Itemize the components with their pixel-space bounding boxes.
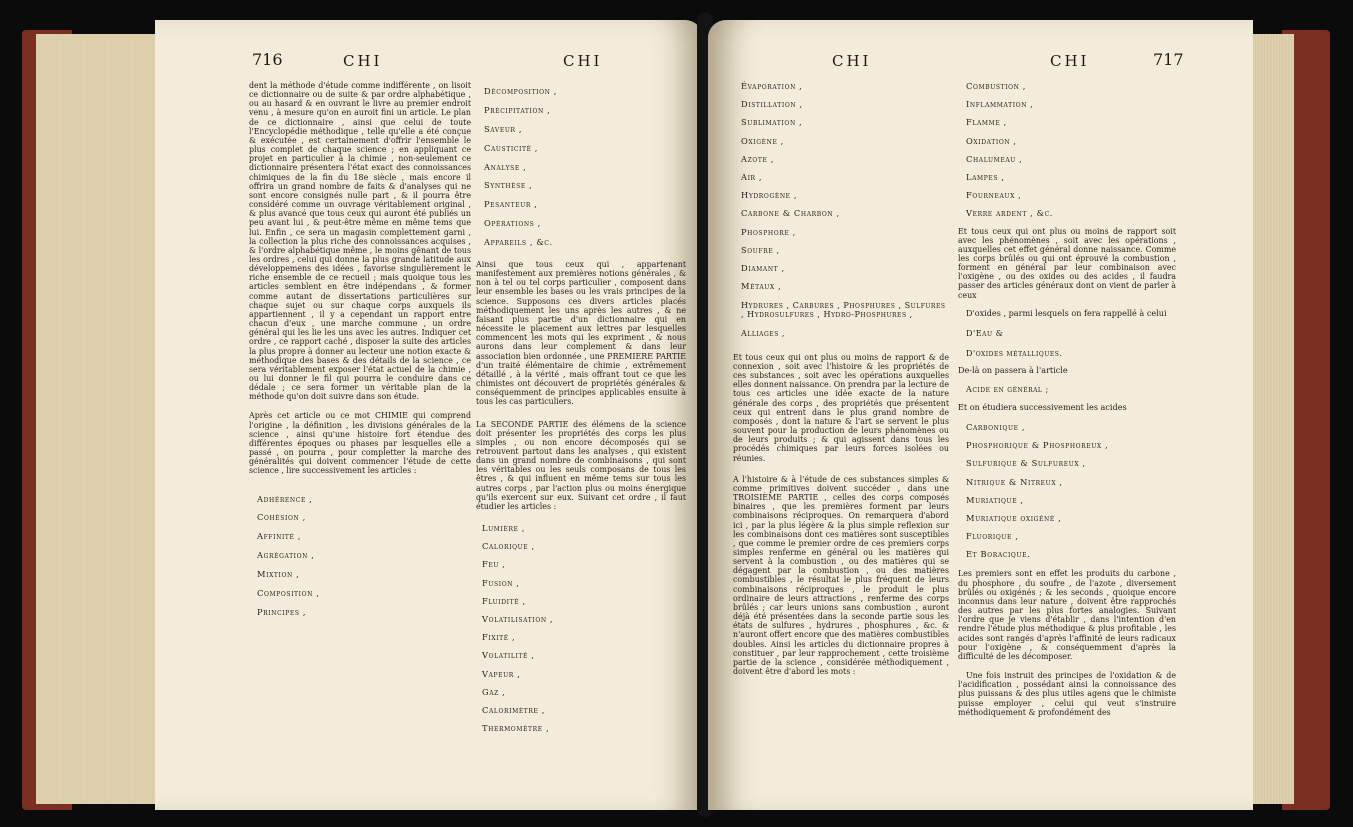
list-item: Distillation , bbox=[741, 99, 803, 110]
list-item: Causticité , bbox=[484, 142, 539, 153]
left-col2-paragraph-1: Ainsi que tous ceux qui , appartenant manifestement aux premières notions générales , & non à tel ou tel corps particulier , composent dans leur ensemble les bases ou les vrais principes de la science. Supposons ces divers articles placés méthodiquement les uns après les autres , & ne faisant plus partie d'un dictionnaire qui en nécessite le placement aux lettres par lesquelles commencent les mots qui les expriment , & nous aurons dans leur complement & dans leur association bien ordonnée , une PREMIERE PARTIE d'un traité élémentaire de chimie , extrêmement détaillé , à la vérité , mais offrant tout ce que les chimistes ont découvert de propriétés générales & conséquemment de principes applicables ensuite à tous les cas particuliers. bbox=[476, 260, 686, 407]
list-item: Appareils , &c. bbox=[484, 237, 553, 248]
list-item: Volatilité , bbox=[482, 650, 535, 661]
list-item: Carbone & Charbon , bbox=[741, 208, 840, 219]
right-col1-article-list-1 bbox=[733, 77, 949, 295]
right-col2-paragraph-1: Et tous ceux qui ont plus ou moins de rapport soit avec les phénomènes , soit avec les opérations , auxquelles cet effet général donne naissance. Comme les corps brûlés ou qui ont éprouvé la combustion , forment en général par leur combinaison avec l'oxigène , ou des oxides ou des acides , il faudra passer des articles généraux dont on vient de parler à ceux bbox=[958, 226, 1176, 300]
left-col1-paragraph-1: dent la méthode d'étude comme indifférente , on lisoit ce dictionnaire ou de suite & par ordre alphabétique , ou au hasard & en ouvrant le livre au premier endroit venu , à mesure qu'on en auroit fini un article. Le plan de ce dictionnaire , ainsi que celui de toute l'Encyclopédie méthodique , telle qu'elle a été conçue & exécutée , est certainement d'offrir l'ensemble le plus complet de chaque science ; en appliquant ce projet en particulier à la chimie , non-seulement ce dictionnaire présentera l'état exact des connoissances chimiques de la fin du 18e siècle , mais encore il offrira un grand nombre de faits & d'analyses qui ne sont encore consignés nulle part , & il pourra être considéré comme un ouvrage véritablement original , & plus avancé que tous ceux qui auront été publiés un peu avant lui , & peut-être même en même tems que lui. Enfin , ce sera un magasin complettement garni , la collection la plus riche des connoissances acquises , & l'ordre alphabétique même , le moins gênant de tous les ordres , celui qui donne la plus grande latitude aux développemens des idées , favorise singulièrement le riche ensemble de ce recueil ; mais quoique tous les articles semblent en être indépendans , & former comme autant de dissertations particulières sur chaque sujet ou sur chaque corps auxquels ils appartiennent , il y a cependant un rapport entre chacun d'eux , une marche commune , un ordre général qui les lie les uns avec les autres. Indiquer cet ordre , ce rapport caché , disposer la suite des articles la plus propre à donner au lecteur une notion exacte & méthodique des bases & des détails de la science , ce sera véritablement exposer l'état actuel de la chimie , ou lui donner le fil qui pourra le conduire dans ce dédale ; ce sera former un véritable plan de la méthode qu'on doit suivre dans son étude. bbox=[249, 81, 471, 402]
list-item: Calorique , bbox=[482, 541, 535, 552]
list-item: Opérations , bbox=[484, 218, 541, 229]
list-item: Métaux , bbox=[741, 281, 782, 292]
list-item: Combustion , bbox=[966, 81, 1027, 91]
list-item: Calorimètre , bbox=[482, 704, 545, 715]
right-col1-paragraph-2: A l'histoire & à l'étude de ces substances simples & comme primitives doivent succéder , dans une TROISIÈME PARTIE , celles des corps composés binaires , que les premières forment par leurs combinaisons réciproques. On remarquera d'abord ici , par la plus légère & la plus simple reflexion sur les combinaisons dont ces matières sont susceptibles , que comme le premier ordre de ces premiers corps simples renferme en général ou les matières qui servent à la combustion , ou des matières qui se dégagent par la combustion , ou des matières combustibles , le résultat le plus fréquent de leurs combinaisons réciproques , le produit le plus ordinaire de leurs attractions , renferme des corps brûlés ; car leurs unions sans combustion , auront déjà été présentées dans la seconde partie sous les états de sulfures , hydrures , phosphures , &c. & n'auront offert encore que des matières combustibles doubles. Ainsi les articles du dictionnaire propres à constituer , par leur rapprochement , cette troisième partie de la science , considérée méthodiquement , doivent être d'abord les mots : bbox=[733, 474, 949, 677]
right-page-column-1 bbox=[733, 77, 949, 676]
list-item: Verre ardent , &c. bbox=[966, 208, 1054, 219]
right-col2-oxides-metalliques: D'oxides métalliques. bbox=[966, 348, 1063, 359]
list-item: Diamant , bbox=[741, 262, 785, 273]
list-item: Adhérence , bbox=[257, 493, 313, 504]
list-item: Et Boracique. bbox=[966, 549, 1031, 560]
page-edges-left bbox=[36, 34, 161, 804]
list-item: Cohésion , bbox=[257, 512, 306, 523]
list-item: Air , bbox=[741, 171, 763, 182]
right-running-head-inner: CHI bbox=[832, 52, 872, 70]
right-col2-etudiera-line: Et on étudiera successivement les acides bbox=[958, 401, 1127, 412]
list-item: Mixtion , bbox=[257, 569, 300, 580]
list-item: Pesanteur , bbox=[484, 199, 538, 210]
list-item: Flamme , bbox=[966, 117, 1007, 128]
list-item: Fluorique , bbox=[966, 531, 1019, 542]
right-col2-paragraph-2: Les premiers sont en effet les produits du carbone , du phosphore , du soufre , de l'azote , diversement brûlés ou oxigénés ; & les seconds , quoique encore inconnus dans leur nature , doivent être rapprochés des autres par les plus fortes analogies. Suivant l'ordre que je viens d'établir , dans l'intention d'en rendre l'étude plus méthodique & plus profitable , les acides sont rangés d'après l'affinité de leurs radicaux pour l'oxigène , & conséquemment d'après la difficulté de les décomposer. bbox=[958, 569, 1176, 661]
list-item: Précipitation , bbox=[484, 104, 551, 115]
list-item: Fixité , bbox=[482, 632, 516, 643]
list-item: Feu , bbox=[482, 559, 506, 570]
left-running-head-inner: CHI bbox=[563, 52, 603, 70]
list-item: Lumière , bbox=[482, 523, 526, 534]
list-item: Chalumeau , bbox=[966, 153, 1023, 164]
list-item: Volatilisation , bbox=[482, 614, 554, 625]
list-item: Vapeur , bbox=[482, 668, 521, 679]
list-item: Évaporation , bbox=[741, 81, 803, 91]
page-edges-right bbox=[1252, 34, 1294, 804]
list-item: Sublimation , bbox=[741, 117, 803, 128]
left-col2-paragraph-2: La SECONDE PARTIE des élémens de la science doit présenter les propriétés des corps les plus simples , ou non encore décomposés qui se retrouvent partout dans les analyses , qui existent dans un grand nombre de combinaisons , qui sont les véritables ou les seuls composans de tous les êtres , & qui influent en même tems sur tous les autres corps , par l'action plus ou moins énergique qu'ils exercent sur eux. Suivant cet ordre , il faut étudier les articles : bbox=[476, 419, 686, 511]
right-col2-acide-line: Acide en général ; bbox=[966, 383, 1049, 394]
list-item: Thermomètre , bbox=[482, 723, 550, 734]
list-item: Muriatique , bbox=[966, 494, 1024, 505]
left-col2-article-list-2 bbox=[476, 519, 686, 737]
list-item: Oxigène , bbox=[741, 135, 784, 146]
right-col2-de-la-line: De-là on passera à l'article bbox=[958, 365, 1068, 376]
list-item: Oxidation , bbox=[966, 135, 1017, 146]
list-item: Gaz , bbox=[482, 686, 506, 697]
right-col2-article-list-1 bbox=[958, 77, 1176, 223]
list-item: Fusion , bbox=[482, 577, 520, 588]
list-item: Lampes , bbox=[966, 171, 1005, 182]
list-item: Affinité , bbox=[257, 531, 301, 542]
right-page-number: 717 bbox=[1153, 50, 1184, 69]
right-col1-hydrures-line: Hydrures , Carbures , Phosphures , Sulfures , Hydrosulfures , Hydro-Phosphures , bbox=[741, 300, 946, 320]
list-item: Nitrique & Nitreux , bbox=[966, 476, 1063, 487]
list-item: Sulfurique & Sulfureux , bbox=[966, 458, 1086, 469]
right-page-column-2 bbox=[958, 77, 1176, 717]
list-item: Analyse , bbox=[484, 161, 527, 172]
right-col2-paragraph-3: Une fois instruit des principes de l'oxidation & de l'acidification , possédant ainsi la connoissance des plus puissans & des plus utiles agens que le chimiste puisse employer , celui qui veut s'instruire méthodiquement & profondément des bbox=[958, 671, 1176, 717]
left-col1-paragraph-2: Après cet article ou ce mot CHIMIE qui comprend l'origine , la définition , les divisions générales de la science , ainsi qu'une histoire fort étendue des différentes époques ou phases par lesquelles elle a passé , on pourra , pour completter la marche des généralités qui doivent commencer l'étude de cette science , lire successivement les articles : bbox=[249, 411, 471, 476]
right-col1-alliages: Alliages , bbox=[741, 327, 785, 338]
left-page-number: 716 bbox=[252, 50, 283, 69]
right-running-head-outer: CHI bbox=[1050, 52, 1090, 70]
list-item: Hydrogène , bbox=[741, 190, 798, 201]
left-page-column-1 bbox=[249, 81, 471, 622]
list-item: Phosphore , bbox=[741, 226, 796, 237]
left-col1-article-list bbox=[249, 490, 471, 622]
list-item: Carbonique , bbox=[966, 421, 1026, 432]
list-item: Fourneaux , bbox=[966, 190, 1022, 201]
right-col2-oxides-line: D'oxides , parmi lesquels on fera rappellé à celui bbox=[966, 307, 1167, 318]
list-item: Principes , bbox=[257, 606, 307, 617]
list-item: Muriatique oxigéné , bbox=[966, 512, 1062, 523]
list-item: Synthèse , bbox=[484, 180, 533, 191]
list-item: Soufre , bbox=[741, 244, 780, 255]
list-item: Phosphorique & Phosphoreux , bbox=[966, 440, 1109, 451]
list-item: Fluidité , bbox=[482, 595, 526, 606]
right-col2-eau-line: D'Eau & bbox=[966, 327, 1004, 338]
list-item: Azote , bbox=[741, 153, 774, 164]
list-item: Saveur , bbox=[484, 123, 523, 134]
list-item: Décomposition , bbox=[484, 86, 557, 96]
list-item: Agrégation , bbox=[257, 550, 315, 561]
left-running-head-outer: CHI bbox=[343, 52, 383, 70]
right-col2-acids-list bbox=[958, 418, 1176, 564]
left-page-column-2 bbox=[476, 82, 686, 737]
list-item: Inflammation , bbox=[966, 99, 1034, 110]
right-col1-paragraph-1: Et tous ceux qui ont plus ou moins de rapport & de connexion , soit avec l'histoire & les propriétés de ces substances , soit avec les opérations auxquelles elles donnent naissance. On prendra par la lecture de tous ces articles une idée exacte de la nature générale des corps , des propriétés que présentent ceux qui entrent dans le plus grand nombre de composés , dont la nature & l'art se servent le plus souvent pour la production de leurs phénomènes ou de leurs produits ; & qui agissent dans tous les procédés chimiques par leurs forces isolées ou réunies. bbox=[733, 352, 949, 463]
list-item: Composition , bbox=[257, 588, 320, 599]
left-col2-article-list-1 bbox=[476, 82, 686, 252]
